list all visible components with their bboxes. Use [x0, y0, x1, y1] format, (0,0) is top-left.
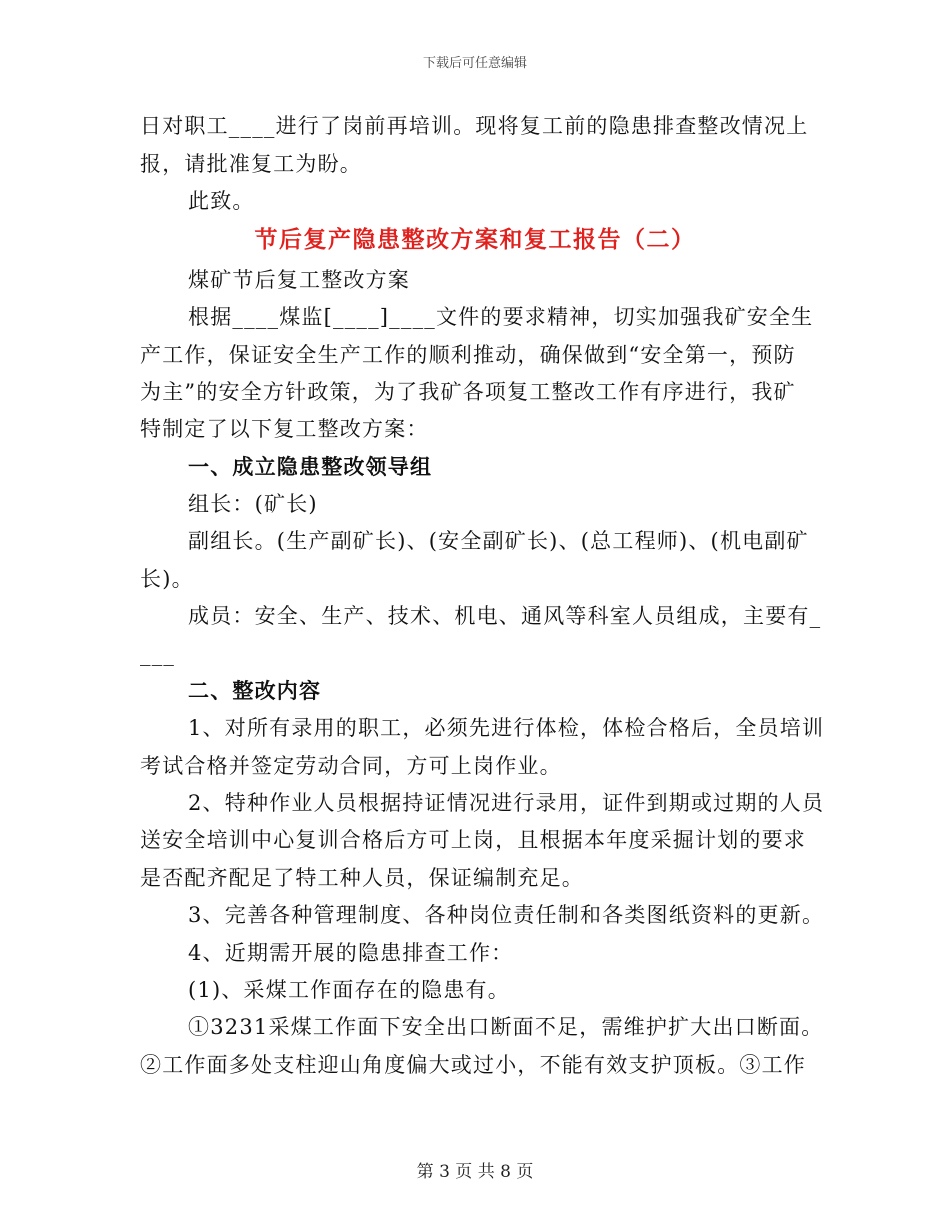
body-line: 特制定了以下复工整改方案：: [140, 417, 429, 441]
body-line: 组长：(矿长): [188, 492, 318, 516]
body-line: 是否配齐配足了特工种人员，保证编制充足。: [140, 866, 584, 890]
body-line: 送安全培训中心复训合格后方可上岗，且根据本年度采掘计划的要求: [140, 828, 806, 852]
page-header: 下载后可任意编辑: [422, 56, 527, 71]
body-line: 报，请批准复工为盼。: [140, 152, 362, 176]
body-line: 4、近期需开展的隐患排查工作：: [188, 941, 514, 965]
body-line: 1、对所有录用的职工，必须先进行体检，体检合格后，全员培训: [188, 716, 825, 740]
body-line: 副组长。(生产副矿长)、(安全副矿长)、(总工程师)、(机电副矿: [188, 529, 809, 553]
body-line: ②工作面多处支柱迎山角度偏大或过小，不能有效支护顶板。③工作: [140, 1053, 806, 1077]
closing-line: 此致。: [188, 189, 255, 213]
body-line: 根据____煤监[____]____文件的要求精神，切实加强我矿安全生: [188, 305, 814, 329]
section-title: 节后复产隐患整改方案和复工报告（二）: [254, 226, 696, 253]
body-line: 3、完善各种管理制度、各种岗位责任制和各类图纸资料的更新。: [188, 903, 825, 927]
body-line: ___: [140, 642, 176, 666]
body-line: 成员：安全、生产、技术、机电、通风等科室人员组成，主要有_: [188, 604, 822, 628]
subtitle: 煤矿节后复工整改方案: [188, 268, 410, 292]
body-line: 2、特种作业人员根据持证情况进行录用，证件到期或过期的人员: [188, 791, 825, 815]
body-line: 产工作，保证安全生产工作的顺利推动，确保做到“安全第一，预防: [140, 343, 796, 367]
heading-2: 二、整改内容: [188, 678, 322, 703]
body-line: 考试合格并签定劳动合同，方可上岗作业。: [140, 754, 562, 778]
heading-1: 一、成立隐患整改领导组: [188, 454, 433, 479]
body-line: (1)、采煤工作面存在的隐患有。: [188, 978, 510, 1002]
body-line: 日对职工____进行了岗前再培训。现将复工前的隐患排查整改情况上: [140, 114, 809, 138]
body-line: 为主”的安全方针政策，为了我矿各项复工整改工作有序进行，我矿: [140, 380, 796, 404]
page-footer: 第 3 页 共 8 页: [416, 1162, 534, 1182]
body-line: ①3231采煤工作面下安全出口断面不足，需维护扩大出口断面。: [188, 1015, 824, 1039]
body-line: 长)。: [140, 567, 194, 591]
